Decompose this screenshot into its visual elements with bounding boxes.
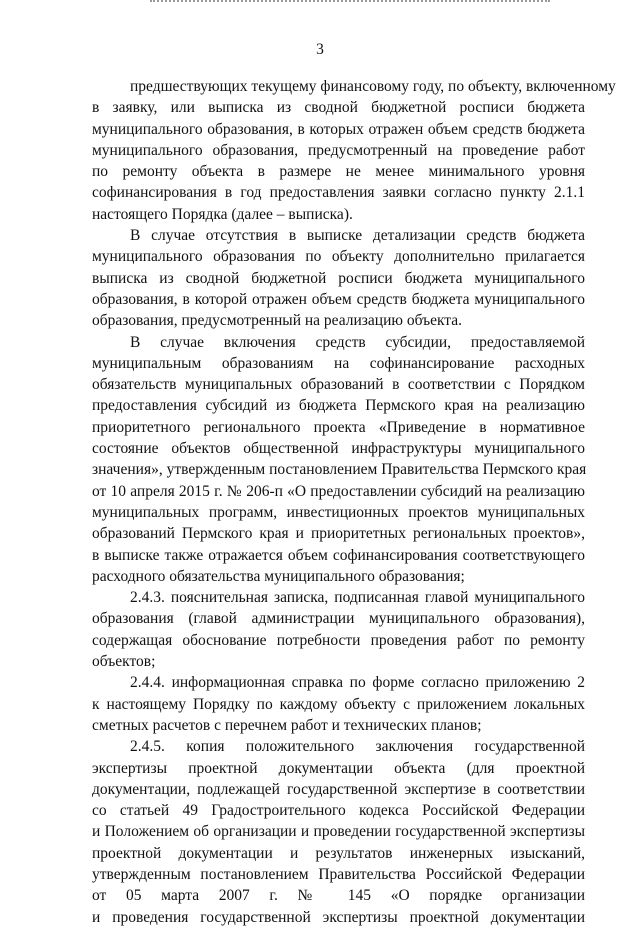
text-line: и Положением об организации и проведении государственной экспертизы [92, 823, 585, 841]
text-line: образований Пермского края и приоритетных региональных проектов», [92, 525, 585, 543]
text-line: образования, в которой отражен объем средств бюджета муниципального [92, 290, 585, 308]
text-line: по ремонту объекта в размере не менее минимального уровня [92, 163, 585, 181]
text-line: настоящего Порядка (далее – выписка). [92, 205, 353, 223]
text-line: сметных расчетов с перечнем работ и технических планов; [92, 716, 482, 734]
text-line: В случае включения средств субсидии, предоставляемой [130, 333, 585, 351]
text-line: объектов; [92, 653, 156, 671]
text-line: образования (главой администрации муниципального образования), [92, 610, 585, 628]
text-line: муниципальным образованиям на софинансирование расходных [92, 354, 585, 372]
text-line: проектной документации и результатов инженерных изысканий, [92, 844, 585, 862]
text-line: со статьей 49 Градостроительного кодекса Российской Федерации [92, 802, 585, 820]
text-line: расходного обязательства муниципального образования; [92, 567, 465, 585]
text-line: состояние объектов общественной инфраструктуры муниципального [92, 440, 585, 458]
paragraph [92, 332, 585, 588]
paragraph [92, 587, 585, 672]
paragraph [92, 76, 616, 225]
text-line: предшествующих текущему финансовому году, по объекту, включенному [130, 78, 616, 95]
document-body [92, 76, 616, 928]
text-line: 2.4.5. копия положительного заключения государственной [130, 738, 585, 756]
text-line: муниципального образования, в которых отражен объем средств бюджета [92, 120, 585, 138]
text-line: 2.4.3. пояснительная записка, подписанная главой муниципального [130, 589, 585, 607]
text-line: в выписке также отражается объем софинансирования соответствующего [92, 546, 585, 564]
text-line: утвержденным постановлением Правительства Российской Федерации [92, 865, 585, 883]
text-line: муниципального образования по объекту дополнительно прилагается [92, 248, 585, 266]
text-line: и проведения государственной экспертизы проектной документации [92, 908, 585, 926]
text-line: к настоящему Порядку по каждому объекту с приложением локальных [92, 695, 585, 713]
text-line: содержащая обоснование потребности проведения работ по ремонту [92, 631, 585, 649]
text-line: документации, подлежащей государственной экспертизе в соответствии [92, 780, 585, 798]
text-line: В случае отсутствия в выписке детализации средств бюджета [130, 227, 585, 245]
text-line: от 10 апреля 2015 г. № 206-п «О предоставлении субсидий на реализацию [92, 482, 585, 500]
text-line: образования, предусмотренный на реализацию объекта. [92, 312, 463, 330]
page-number: 3 [316, 41, 324, 58]
paragraph [92, 672, 585, 736]
text-line: предоставления субсидий из бюджета Пермского края на реализацию [92, 397, 585, 415]
text-line: обязательств муниципальных образований в соответствии с Порядком [92, 376, 585, 394]
paragraph [92, 225, 585, 331]
scan-top-edge [150, 0, 550, 6]
text-line: значения», утвержденным постановлением Правительства Пермского края [92, 461, 587, 479]
text-line: муниципального образования, предусмотренный на проведение работ [92, 141, 585, 159]
text-line: от 05 марта 2007 г. № 145 «О порядке организации [92, 887, 585, 905]
text-line: 2.4.4. информационная справка по форме согласно приложению 2 [130, 674, 585, 692]
text-line: софинансирования в год предоставления заявки согласно пункту 2.1.1 [92, 184, 585, 202]
text-line: выписка из сводной бюджетной росписи бюджета муниципального [92, 269, 585, 287]
text-line: муниципальных программ, инвестиционных проектов муниципальных [92, 503, 585, 521]
text-line: приоритетного регионального проекта «Приведение в нормативное [92, 418, 585, 436]
paragraph [92, 736, 585, 928]
text-line: экспертизы проектной документации объекта (для проектной [92, 759, 585, 777]
text-line: в заявку, или выписка из сводной бюджетной росписи бюджета [92, 99, 585, 117]
